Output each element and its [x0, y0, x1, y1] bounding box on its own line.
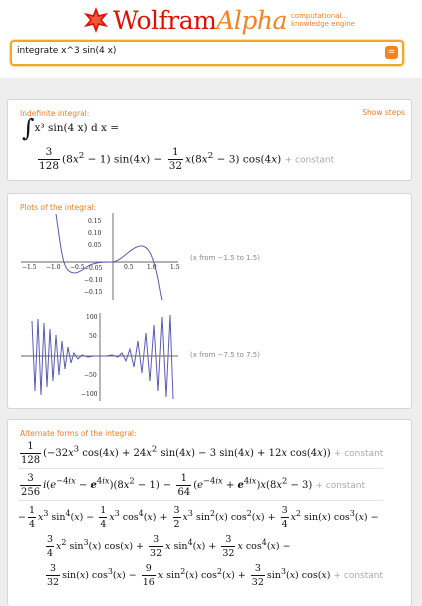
y-tick: 0.15: [88, 218, 102, 225]
alternate-form-3-line-2: $\frac{3}{4}$ $x^2$ $\sin^3(x) \cos(x)$ + $\frac{3}{32}$ x $\sin^4(x)$ + $\frac{3}{32}$ x $\cos^4(x)$ −: [47, 534, 291, 559]
alternate-form-3-line-1: − $\frac{1}{4}$ $x^3$ $\sin^4(x)$ − $\frac{1}{4}$ $x^3$ $\cos^4(x)$ + $\frac{3}{2}$ $x^3$ $\sin^2(x) \cos^2(x)$ + $\frac{3}{4}$ $x^2$ sin(x) $\cos^3(x)$ −: [18, 505, 379, 530]
y-tick: 0.05: [88, 242, 102, 249]
alternate-form-1: $\frac{1}{128}$ ($-32x^3$ $\cos(4x) + 24x^2$ sin(4x) − 3 sin(4x) + 12x cos(4x)) + constant: [21, 441, 384, 466]
y-tick: −50: [84, 372, 97, 379]
y-tick: −0.05: [84, 265, 103, 272]
y-tick: 0.10: [88, 230, 102, 237]
x-tick: 1.0: [147, 264, 157, 271]
y-tick: −0.10: [84, 277, 103, 284]
integral-curve: [32, 315, 173, 399]
show-steps-button[interactable]: Show steps: [362, 108, 405, 117]
pod-alternate-forms: [7, 419, 412, 606]
integral-expression: ∫x³ sin(4 x) d x =: [22, 114, 120, 142]
pod-plots: [7, 193, 412, 409]
x-tick: 0.5: [124, 264, 134, 271]
wolfram-spikey-icon: [82, 6, 110, 34]
wolfram-alpha-logo[interactable]: [82, 5, 355, 35]
pod-title: Indefinite integral:: [20, 109, 90, 118]
constant-term: + constant: [284, 155, 335, 166]
plot-small-range[interactable]: [18, 210, 183, 302]
alternate-form-3-line-3: $\frac{3}{32}$ sin(x) $\cos^3(x)$ − $\frac{9}{16}$ x $\sin^2(x) \cos^2(x)$ + $\frac{3}{32}$ $\sin^3(x) \cos(x)$ + constant: [47, 563, 384, 588]
x-tick: −1.5: [22, 264, 37, 271]
y-tick: 50: [89, 333, 97, 340]
x-tick: 1.5: [170, 264, 180, 271]
y-tick: −100: [81, 391, 98, 398]
logo-wolfram-text: Wolfram: [113, 5, 217, 35]
plot1-range-label: (x from −1.5 to 1.5): [190, 254, 260, 262]
header: [0, 0, 422, 78]
plot-large-range[interactable]: [18, 311, 183, 403]
constant-term: + constant: [333, 449, 384, 459]
logo-alpha-text: Alpha: [216, 5, 287, 35]
search-input[interactable]: [10, 40, 404, 66]
logo-tagline: computational... knowledge engine: [290, 12, 355, 28]
constant-term: + constant: [333, 571, 384, 581]
constant-term: + constant: [315, 481, 365, 491]
integral-curve: [56, 214, 162, 300]
pod-title: Plots of the integral:: [20, 203, 97, 212]
y-tick: −0.15: [84, 289, 103, 296]
pod-title: Alternate forms of the integral:: [20, 429, 137, 438]
alternate-form-2: $\frac{3}{256}$ $i(e^{-4ix} - e^{4ix})(8x^2 - 1)$ − $\frac{1}{64}$ $(e^{-4ix} + e^{4ix})x(8x^2 - 3)$ + constant: [21, 473, 365, 498]
equals-icon[interactable]: =: [385, 46, 398, 59]
x-tick: −1.0: [46, 264, 61, 271]
y-tick: 100: [86, 314, 98, 321]
search-query-text[interactable]: integrate x^3 sin(4 x): [17, 46, 117, 56]
integral-result: $\frac{3}{128}$ $(8x^2 - 1) \sin(4x)$ − $\frac{1}{32}$ $x(8x^2 - 3) \cos(4x)$ + constant: [39, 146, 335, 172]
plot2-range-label: (x from −7.5 to 7.5): [190, 351, 260, 359]
pod-indefinite-integral: [7, 99, 412, 181]
x-tick: −0.5: [70, 264, 85, 271]
